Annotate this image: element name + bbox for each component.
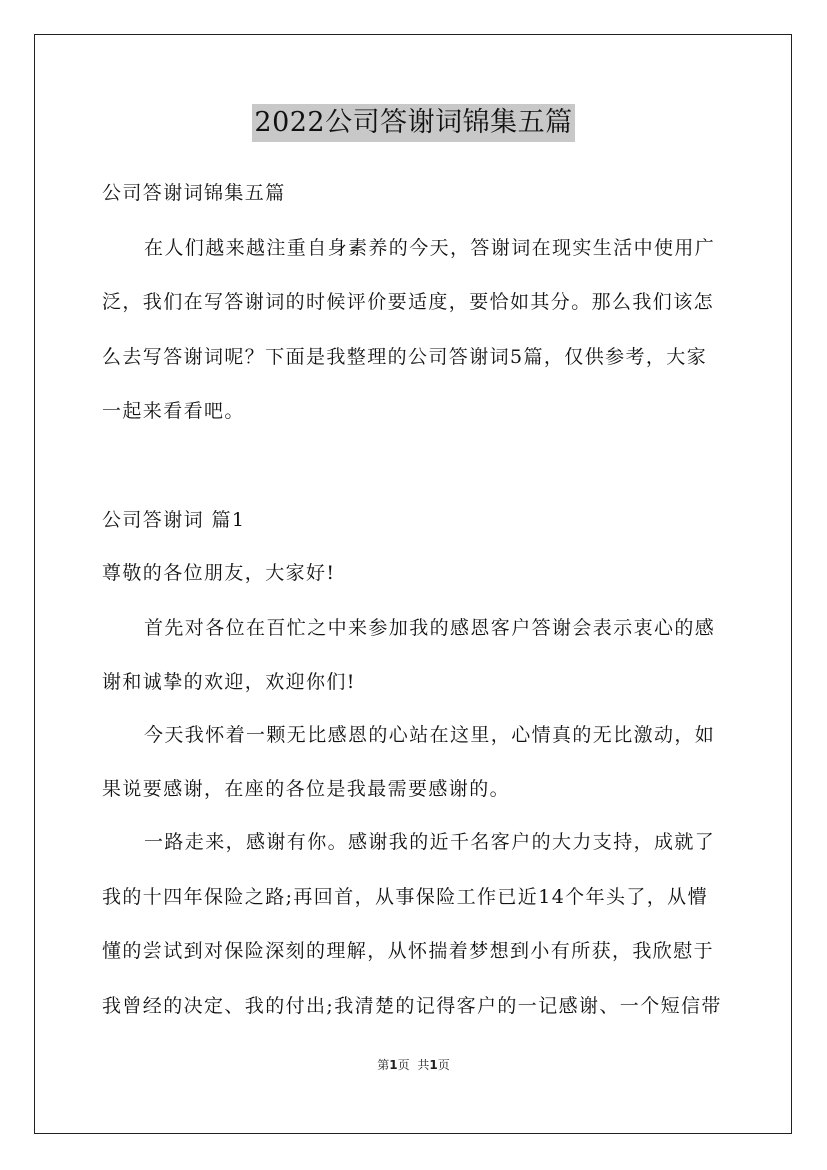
page-footer <box>0 1056 827 1073</box>
intro-line-2: 泛，我们在写答谢词的时候评价要适度，要恰如其分。那么我们该怎 <box>102 291 715 313</box>
intro-line-3: 么去写答谢词呢？下面是我整理的公司答谢词5篇，仅供参考，大家 <box>102 346 708 368</box>
body-line-2: 谢和诚挚的欢迎，欢迎你们! <box>102 671 356 693</box>
page-prefix: 第 <box>377 1058 390 1072</box>
greeting: 尊敬的各位朋友，大家好! <box>102 562 336 584</box>
intro-line-4: 一起来看看吧。 <box>102 400 245 422</box>
body-line-5: 一路走来，感谢有你。感谢我的近千名客户的大力支持，成就了 <box>144 831 716 853</box>
body-line-8: 我曾经的决定、我的付出;我清楚的记得客户的一记感谢、一个短信带 <box>102 995 722 1017</box>
total-prefix: 共 <box>417 1058 430 1072</box>
page-number: 1 <box>389 1058 398 1072</box>
total-suffix: 页 <box>437 1058 450 1072</box>
section-heading: 公司答谢词 篇1 <box>102 509 246 531</box>
body-line-6: 我的十四年保险之路;再回首，从事保险工作已近14个年头了，从懵 <box>102 886 708 908</box>
body-line-7: 懂的尝试到对保险深刻的理解，从怀揣着梦想到小有所获，我欣慰于 <box>102 940 715 962</box>
body-line-1: 首先对各位在百忙之中来参加我的感恩客户答谢会表示衷心的感 <box>144 617 716 639</box>
title-container <box>0 104 827 142</box>
intro-line-1: 在人们越来越注重自身素养的今天，答谢词在现实生活中使用广 <box>144 237 716 259</box>
body-line-3: 今天我怀着一颗无比感恩的心站在这里，心情真的无比激动，如 <box>144 724 716 746</box>
document-title: 2022公司答谢词锦集五篇 <box>252 104 574 142</box>
subtitle: 公司答谢词锦集五篇 <box>102 182 286 204</box>
total-number: 1 <box>429 1058 438 1072</box>
body-line-4: 果说要感谢，在座的各位是我最需要感谢的。 <box>102 778 511 800</box>
page-suffix: 页 <box>397 1058 410 1072</box>
